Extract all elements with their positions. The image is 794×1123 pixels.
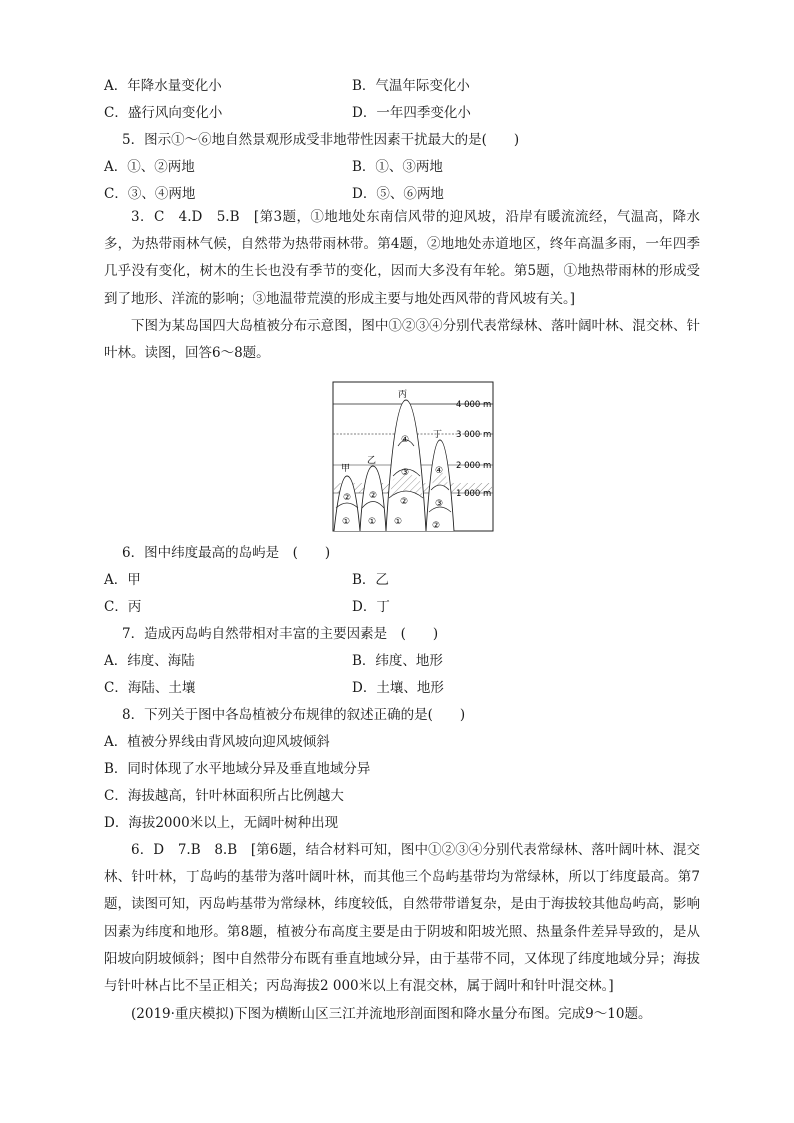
q7-option-b: B．纬度、地形	[352, 653, 443, 669]
zone-label: ③	[401, 468, 410, 478]
vegetation-figure	[330, 380, 530, 536]
elev-label-1000: 1 000 m	[456, 489, 492, 499]
zone-label: ①	[368, 517, 377, 527]
q6-option-d: D．丁	[352, 599, 390, 615]
vegetation-diagram	[330, 380, 530, 536]
elev-label-4000: 4 000 m	[456, 400, 492, 410]
island-label-jia: 甲	[341, 464, 351, 474]
island-label-yi: 乙	[367, 456, 377, 466]
q7-option-a: A．纬度、海陆	[104, 653, 195, 669]
zone-label: ④	[435, 466, 444, 476]
zone-label: ②	[400, 497, 409, 507]
elev-label-2000: 2 000 m	[456, 461, 492, 471]
q5-stem: 5．图示①～⑥地自然景观形成受非地带性因素干扰最大的是( )	[122, 132, 520, 148]
zone-label: ②	[432, 521, 441, 531]
zone-label: ②	[369, 491, 378, 501]
q4-option-b: B．气温年际变化小	[352, 78, 470, 94]
answer-6-8: 6．D 7.B 8.B [第6题，结合材料可知，图中①②③④分别代表常绿林、落叶阔叶林、混交林、针叶林，丁岛屿的基带为落叶阔叶林，而其他三个岛屿基带均为常绿林，所以丁纬度最高。第7题，读图可知，丙岛屿基带为常绿林，纬度较低，自然带带谱复杂，是由于海拔较其他岛屿高，影响因素为纬度和地形。第8题，植被分布高度主要是由于阴坡和阳坡光照、热量条件差异导致的，是从阳坡向阴坡倾斜；图中自然带分布既有垂直地域分异，由于基带不同，又体现了纬度地域分异；海拔与针叶林占比不呈正相关；丙岛海拔2 000米以上有混交林，属于阔叶和针叶混交林。]	[104, 842, 700, 995]
q4-option-d: D．一年四季变化小	[352, 105, 471, 121]
zone-label: ②	[343, 493, 352, 503]
zone-label: ①	[342, 517, 351, 527]
q7-stem: 7．造成丙岛屿自然带相对丰富的主要因素是 ( )	[122, 626, 439, 642]
q8-option-c: C．海拔越高，针叶林面积所占比例越大	[104, 788, 344, 804]
island-bing	[386, 400, 426, 531]
q5-option-a: A．①、②两地	[104, 159, 195, 175]
q6-option-a: A．甲	[104, 572, 141, 588]
intro-q9-10: (2019·重庆模拟)下图为横断山区三江并流地形剖面图和降水量分布图。完成9～10题。	[131, 1006, 652, 1022]
q6-option-c: C．丙	[104, 599, 142, 615]
q5-option-c: C．③、④两地	[104, 186, 196, 202]
answer-3-5: 3．C 4.D 5.B [第3题，①地地处东南信风带的迎风坡，沿岸有暖流流经，气温高，降水多，为热带雨林气候，自然带为热带雨林带。第4题，②地地处赤道地区，终年高温多雨，一年四季几乎没有变化，树木的生长也没有季节的变化，因而大多没有年轮。第5题，①地热带雨林的形成受到了地形、洋流的影响；③地温带荒漠的形成主要与地处西风带的背风坡有关。]	[104, 209, 700, 307]
zone-label: ④	[401, 435, 410, 445]
island-label-bing: 丙	[398, 390, 408, 400]
island-ding	[426, 440, 454, 531]
q7-option-c: C．海陆、土壤	[104, 680, 196, 696]
q8-stem: 8．下列关于图中各岛植被分布规律的叙述正确的是( )	[122, 707, 466, 723]
q6-stem: 6．图中纬度最高的岛屿是 ( )	[122, 545, 331, 561]
q4-option-a: A．年降水量变化小	[104, 78, 222, 94]
q5-option-b: B．①、③两地	[352, 159, 443, 175]
intro-q6-8: 下图为某岛国四大岛植被分布示意图，图中①②③④分别代表常绿林、落叶阔叶林、混交林、针叶林。读图，回答6～8题。	[104, 318, 700, 362]
q4-option-c: C．盛行风向变化小	[104, 105, 223, 121]
q5-option-d: D．⑤、⑥两地	[352, 186, 444, 202]
q8-option-b: B．同时体现了水平地域分异及垂直地域分异	[104, 761, 371, 777]
q6-option-b: B．乙	[352, 572, 389, 588]
q7-option-d: D．土壤、地形	[352, 680, 444, 696]
q8-option-d: D．海拔2000米以上，无阔叶树种出现	[104, 815, 339, 831]
elev-label-3000: 3 000 m	[456, 430, 492, 440]
island-label-ding: 丁	[433, 430, 443, 440]
q8-option-a: A．植被分界线由背风坡向迎风坡倾斜	[104, 734, 330, 750]
zone-label: ①	[394, 517, 403, 527]
zone-label: ③	[435, 499, 444, 509]
